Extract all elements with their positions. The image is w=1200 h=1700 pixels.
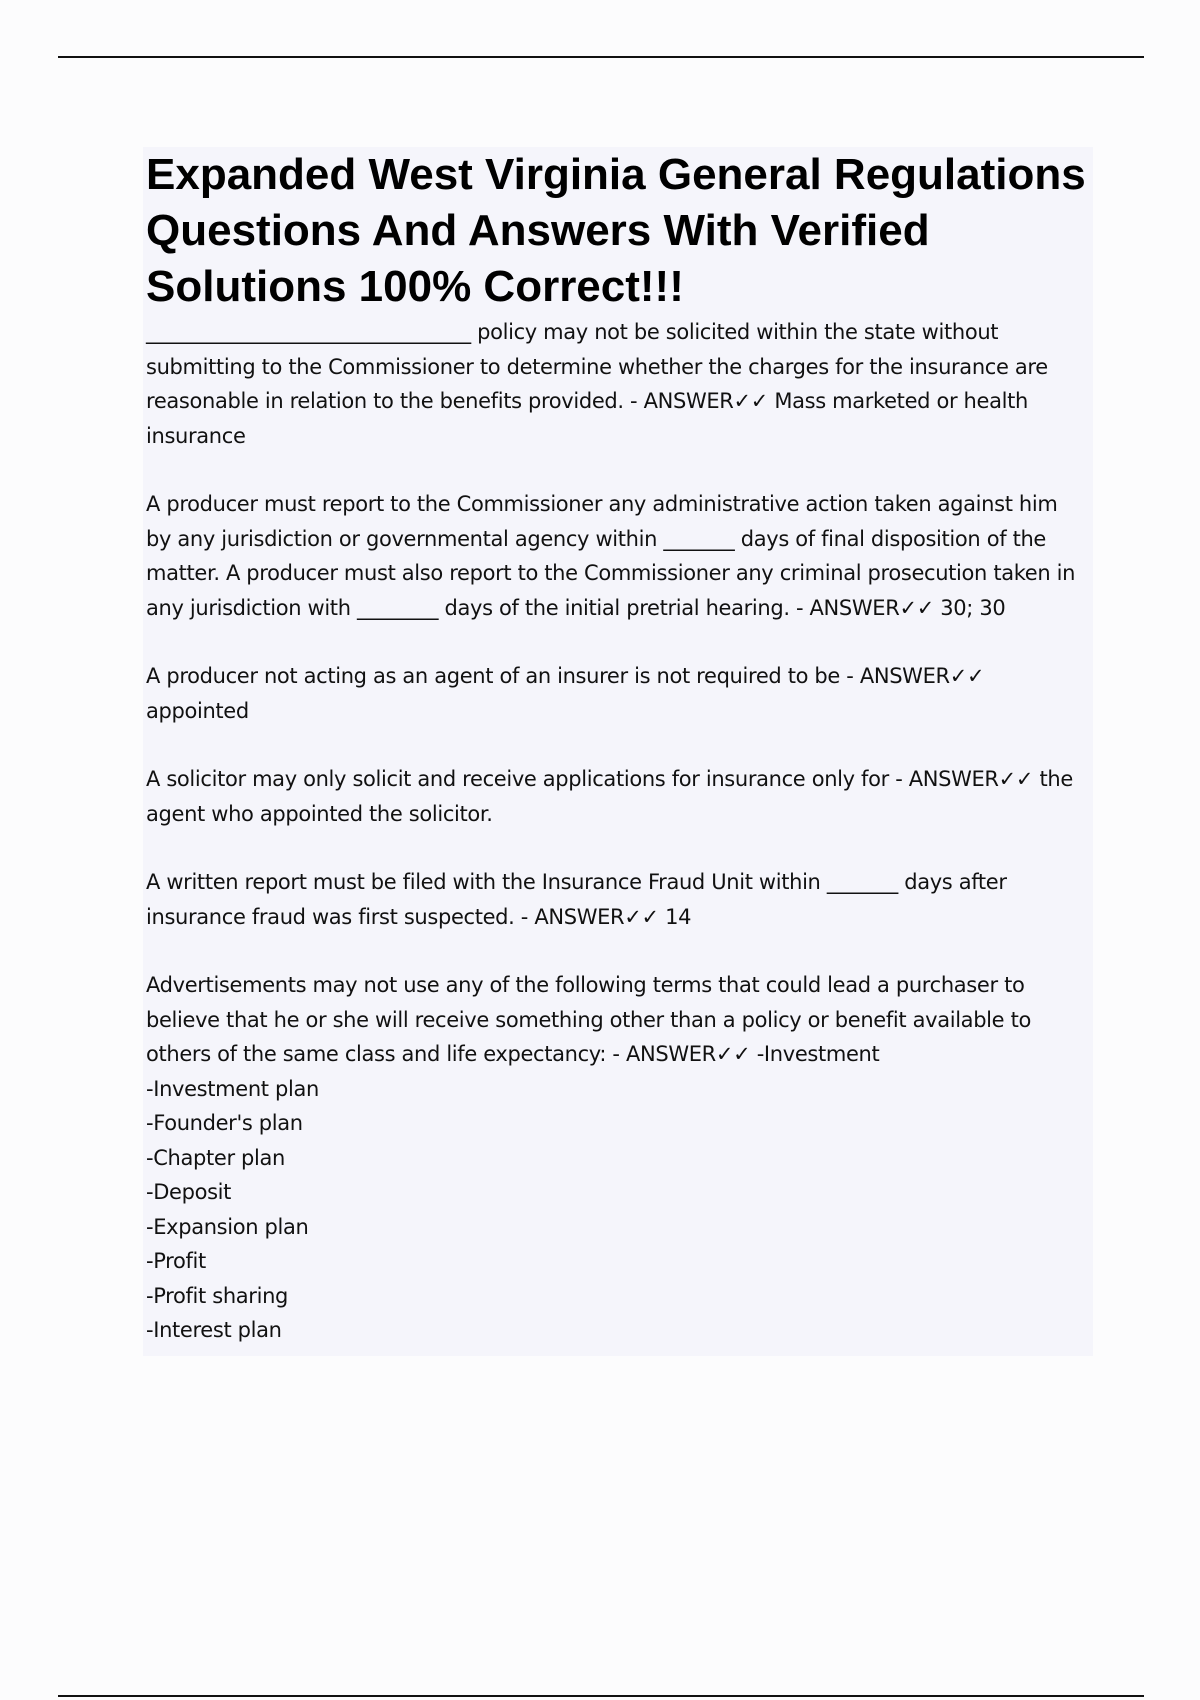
list-item: -Deposit [146,1180,232,1204]
document-body [143,147,1093,1356]
qa-item-6: Advertisements may not use any of the following terms that could lead a purchaser to believe that he or she will receive something other than a policy or benefit available to others of the same class and life expectancy: - ANSWER✓✓ -Investment [146,973,1031,1066]
qa-item-4: A solicitor may only solicit and receive applications for insurance only for - ANSWER✓✓ the agent who appointed the solicitor. [146,767,1073,826]
qa-item-3: A producer not acting as an agent of an insurer is not required to be - ANSWER✓✓ appointed [146,664,985,723]
bottom-rule [58,1695,1144,1697]
list-item: -Profit sharing [146,1283,289,1308]
list-item: -Investment plan [146,1076,319,1101]
top-rule [58,56,1144,58]
list-item: -Expansion plan [146,1214,309,1239]
list-item: -Interest plan [146,1318,282,1342]
list-item: -Chapter plan [146,1145,286,1170]
document-title: Expanded West Virginia General Regulations Questions And Answers With Verified Solutions 100% Correct!!! [146,150,1086,311]
qa-item-5: A written report must be filed with the Insurance Fraud Unit within _______ days after insurance fraud was first suspected. - ANSWER✓✓ 14 [146,870,1007,929]
qa-item-2: A producer must report to the Commissioner any administrative action taken against him by any jurisdiction or governmental agency within _______ days of final disposition of the matter. A producer must also report to the Commissioner any criminal prosecution taken in any jurisdiction with ________ days of the initial pretrial hearing. - ANSWER✓✓ 30; 30 [146,492,1076,620]
answer-list [146,1072,1087,1348]
qa-item-1: ________________________________ policy may not be solicited within the state without submitting to the Commissioner to determine whether the charges for the insurance are reasonable in relation to the benefits provided. - ANSWER✓✓ Mass marketed or health insurance [146,320,1048,448]
list-item: -Profit [146,1249,206,1273]
list-item: -Founder's plan [146,1111,303,1135]
